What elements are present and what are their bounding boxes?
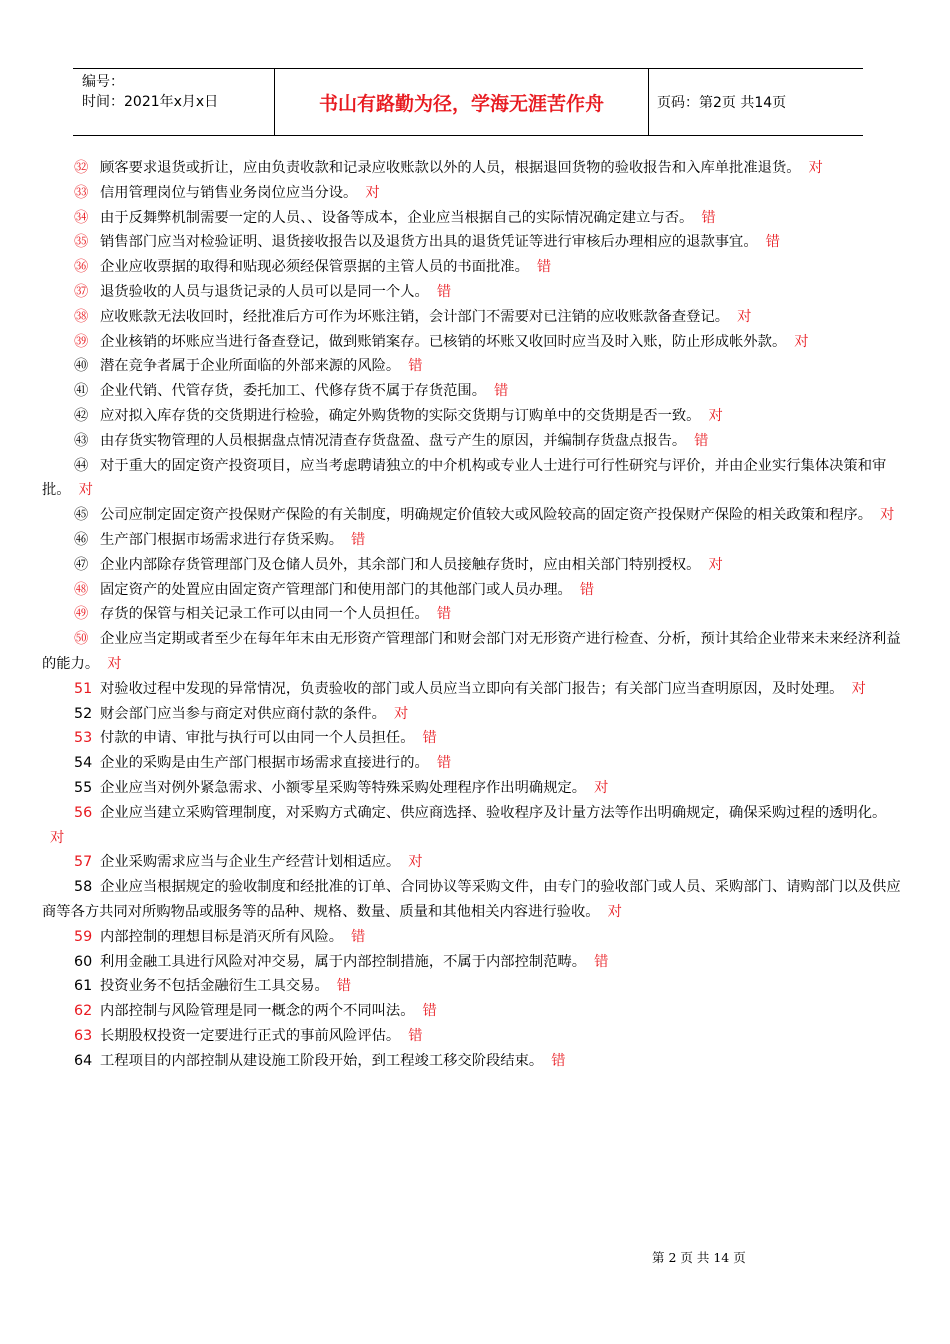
list-item	[42, 726, 908, 751]
item-text: 利用金融工具进行风险对冲交易，属于内部控制措施，不属于内部控制范畴。	[100, 953, 587, 970]
item-number: 60	[74, 953, 93, 970]
header-slogan: 书山有路勤为径，学海无涯苦作舟	[275, 69, 649, 135]
item-text: 企业应当根据规定的验收制度和经批准的订单、合同协议等采购文件，由专门的验收部门或人员、采购部门、请购部门以及供应商等各方共同对所购物品或服务等的品种、规格、数量、质量和其他相关内容进行验收。	[42, 879, 901, 920]
item-answer: 对	[607, 903, 622, 920]
item-number: 61	[74, 978, 93, 995]
item-answer: 错	[701, 209, 716, 226]
list-item	[42, 776, 908, 801]
item-answer: 错	[494, 383, 509, 400]
list-item	[42, 850, 908, 875]
item-text: 企业应收票据的取得和贴现必须经保管票据的主管人员的书面批准。	[100, 259, 529, 276]
list-item	[42, 206, 908, 231]
list-item	[42, 280, 908, 305]
item-answer: 错	[422, 730, 437, 747]
list-item	[42, 925, 908, 950]
item-number: 57	[74, 854, 93, 871]
item-number: 59	[74, 928, 93, 945]
item-number: 62	[74, 1003, 93, 1020]
item-answer: 错	[579, 581, 595, 598]
item-number: ㊸	[74, 432, 89, 449]
list-item	[42, 330, 908, 355]
list-item	[42, 751, 908, 776]
item-number: 64	[74, 1052, 93, 1069]
item-number: ㉝	[74, 184, 89, 201]
item-answer: 错	[351, 531, 366, 548]
item-answer: 对	[393, 705, 409, 722]
list-item	[42, 404, 908, 429]
item-answer: 对	[78, 482, 93, 499]
page-header	[73, 68, 863, 136]
item-answer: 错	[536, 259, 552, 276]
question-list	[42, 156, 908, 1073]
page-footer: 第 2 页 共 14 页	[652, 1250, 746, 1265]
item-answer: 对	[708, 556, 723, 573]
list-item	[42, 801, 908, 851]
item-answer: 错	[436, 755, 452, 772]
item-number: ㊽	[74, 581, 89, 598]
list-item	[42, 379, 908, 404]
time-label: 时间：2021年x月x日	[82, 94, 219, 110]
item-text: 付款的申请、审批与执行可以由同一个人员担任。	[100, 730, 415, 747]
item-number: 53	[74, 730, 93, 747]
item-text: 企业的采购是由生产部门根据市场需求直接进行的。	[100, 755, 429, 772]
item-answer: 错	[594, 953, 609, 970]
list-item	[42, 181, 908, 206]
item-answer: 错	[765, 234, 780, 251]
list-item	[42, 950, 908, 975]
list-item	[42, 503, 908, 528]
item-number: ㊷	[74, 407, 89, 424]
item-answer: 错	[551, 1052, 566, 1069]
item-number: 54	[74, 755, 93, 772]
list-item	[42, 305, 908, 330]
item-answer: 错	[408, 358, 423, 375]
item-text: 企业内部除存货管理部门及仓储人员外，其余部门和人员接触存货时，应由相关部门特别授权。	[100, 556, 701, 573]
item-answer: 错	[436, 606, 452, 623]
item-text: 由于反舞弊机制需要一定的人员、、设备等成本，企业应当根据自己的实际情况确定建立与否。	[100, 209, 694, 226]
item-answer: 错	[351, 928, 366, 945]
item-number: 52	[74, 705, 93, 722]
item-text: 生产部门根据市场需求进行存货采购。	[100, 531, 344, 548]
item-text: 财会部门应当参与商定对供应商付款的条件。	[100, 705, 386, 722]
item-text: 信用管理岗位与销售业务岗位应当分设。	[100, 184, 358, 201]
item-text: 企业采购需求应当与企业生产经营计划相适应。	[100, 854, 401, 871]
item-text: 工程项目的内部控制从建设施工阶段开始，到工程竣工移交阶段结束。	[100, 1052, 544, 1069]
item-number: ㊼	[74, 556, 89, 573]
list-item	[42, 875, 908, 925]
list-item	[42, 429, 908, 454]
item-number: ㊺	[74, 507, 89, 524]
item-number: ㊱	[74, 259, 89, 276]
item-text: 由存货实物管理的人员根据盘点情况清查存货盘盈、盘亏产生的原因，并编制存货盘点报告。	[100, 432, 687, 449]
list-item	[42, 578, 908, 603]
item-text: 内部控制与风险管理是同一概念的两个不同叫法。	[100, 1003, 415, 1020]
item-text: 长期股权投资一定要进行正式的事前风险评估。	[100, 1027, 401, 1044]
item-number: 58	[74, 879, 93, 896]
item-answer: 对	[50, 829, 65, 846]
list-item	[42, 602, 908, 627]
item-answer: 对	[594, 779, 609, 796]
list-item	[42, 1024, 908, 1049]
item-text: 应对拟入库存货的交货期进行检验，确定外购货物的实际交货期与订购单中的交货期是否一致。	[100, 407, 701, 424]
item-answer: 错	[694, 432, 709, 449]
item-answer: 对	[737, 308, 752, 325]
item-text: 企业核销的坏账应当进行备查登记，做到账销案存。已核销的坏账又收回时应当及时入账，防止形成帐外款。	[100, 333, 787, 350]
item-answer: 对	[365, 184, 380, 201]
item-text: 对验收过程中发现的异常情况，负责验收的部门或人员应当立即向有关部门报告；有关部门应当查明原因，及时处理。	[100, 680, 844, 697]
item-answer: 对	[794, 333, 809, 350]
item-text: 投资业务不包括金融衍生工具交易。	[100, 978, 329, 995]
list-item	[42, 999, 908, 1024]
item-text: 固定资产的处置应由固定资产管理部门和使用部门的其他部门或人员办理。	[100, 581, 572, 598]
item-number: ㉟	[74, 234, 89, 251]
list-item	[42, 1049, 908, 1074]
item-answer: 对	[708, 407, 723, 424]
list-item	[42, 255, 908, 280]
item-number: ㊶	[74, 383, 89, 400]
item-number: ㊾	[74, 606, 89, 623]
item-answer: 对	[808, 160, 823, 176]
header-page-label: 页码：第2页 共14页	[657, 95, 787, 111]
item-answer: 错	[436, 283, 452, 300]
item-number: ㊳	[74, 308, 89, 325]
header-meta	[73, 69, 275, 135]
list-item	[42, 702, 908, 727]
item-text: 企业应当建立采购管理制度，对采购方式确定、供应商选择、验收程序及计量方法等作出明确规定，确保采购过程的透明化。	[100, 804, 887, 821]
list-item	[42, 974, 908, 999]
item-text: 企业应当对例外紧急需求、小额零星采购等特殊采购处理程序作出明确规定。	[100, 779, 587, 796]
list-item	[42, 354, 908, 379]
item-text: 销售部门应当对检验证明、退货接收报告以及退货方出具的退货凭证等进行审核后办理相应的退款事宜。	[100, 234, 758, 251]
item-number: ㊴	[74, 333, 89, 350]
item-number: ㊲	[74, 283, 89, 300]
item-answer: 对	[851, 680, 866, 697]
list-item	[42, 553, 908, 578]
item-number: 56	[74, 804, 93, 821]
list-item	[42, 156, 908, 181]
item-answer: 错	[408, 1027, 423, 1044]
item-number: ㊿	[74, 631, 89, 648]
item-text: 顾客要求退货或折让，应由负责收款和记录应收账款以外的人员，根据退回货物的验收报告和入库单批准退货。	[100, 160, 801, 176]
item-number: ㊻	[74, 531, 89, 548]
item-number: 55	[74, 779, 93, 796]
code-label: 编号：	[82, 74, 124, 90]
item-number: 51	[74, 680, 93, 697]
list-item	[42, 230, 908, 255]
item-text: 对于重大的固定资产投资项目，应当考虑聘请独立的中介机构或专业人士进行可行性研究与评价，并由企业实行集体决策和审批。	[42, 457, 887, 499]
list-item	[42, 528, 908, 553]
item-text: 退货验收的人员与退货记录的人员可以是同一个人。	[100, 283, 429, 300]
item-text: 公司应制定固定资产投保财产保险的有关制度，明确规定价值较大或风险较高的固定资产投保财产保险的相关政策和程序。	[100, 507, 873, 524]
item-number: 63	[74, 1027, 93, 1044]
item-text: 应收账款无法收回时，经批准后方可作为坏账注销，会计部门不需要对已注销的应收账款备查登记。	[100, 308, 730, 325]
item-number: ㊵	[74, 358, 89, 375]
list-item	[42, 677, 908, 702]
item-number: ㊹	[74, 457, 89, 474]
item-answer: 错	[336, 978, 352, 995]
list-item	[42, 454, 908, 504]
item-text: 内部控制的理想目标是消灭所有风险。	[100, 928, 344, 945]
item-answer: 对	[880, 507, 895, 524]
list-item	[42, 627, 908, 677]
item-text: 存货的保管与相关记录工作可以由同一个人员担任。	[100, 606, 429, 623]
item-text: 企业应当定期或者至少在每年年末由无形资产管理部门和财会部门对无形资产进行检查、分析，预计其给企业带来未来经济利益的能力。	[42, 631, 901, 672]
item-answer: 错	[422, 1003, 437, 1020]
item-answer: 对	[408, 854, 423, 871]
item-text: 潜在竞争者属于企业所面临的外部来源的风险。	[100, 358, 401, 375]
item-number: ㉜	[74, 160, 89, 176]
item-number: ㉞	[74, 209, 89, 226]
item-answer: 对	[107, 655, 122, 672]
item-text: 企业代销、代管存货，委托加工、代修存货不属于存货范围。	[100, 383, 487, 400]
